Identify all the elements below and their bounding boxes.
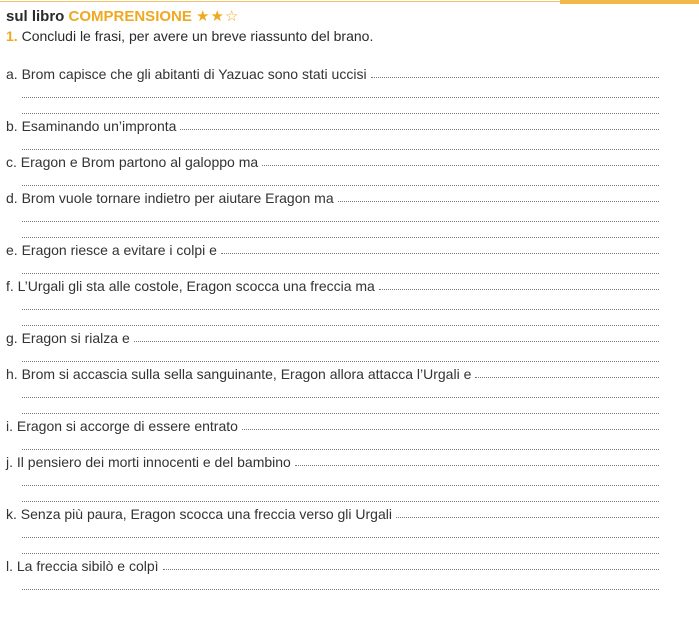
exercise-instruction (6, 28, 373, 44)
question-text: c. Eragon e Brom partono al galoppo ma (6, 154, 259, 170)
answer-line[interactable] (22, 134, 659, 150)
answer-line[interactable] (22, 522, 659, 538)
question-line (0, 554, 699, 574)
exercise-item (0, 326, 699, 362)
question-line (0, 450, 699, 470)
exercise-item (0, 362, 699, 414)
answer-line[interactable] (22, 538, 659, 554)
exercise-item (0, 450, 699, 502)
top-rule-tab (560, 0, 699, 4)
exercise-items (0, 62, 699, 590)
question-text: b. Esaminando un’impronta (6, 118, 177, 134)
answer-blank[interactable] (180, 128, 659, 130)
question-text: j. Il pensiero dei morti innocenti e del bambino (6, 454, 291, 470)
question-line (0, 186, 699, 206)
answer-blank[interactable] (475, 376, 659, 378)
question-text: g. Eragon si rialza e (6, 330, 130, 346)
answer-blank[interactable] (163, 568, 659, 570)
exercise-item (0, 150, 699, 186)
answer-line[interactable] (22, 346, 659, 362)
answer-blank[interactable] (396, 516, 659, 518)
instruction-text: Concludi le frasi, per avere un breve riassunto del brano. (21, 28, 374, 44)
question-text: d. Brom vuole tornare indietro per aiutare Eragon ma (6, 190, 334, 206)
answer-line[interactable] (22, 98, 659, 114)
exercise-item (0, 274, 699, 326)
section-name: COMPRENSIONE (68, 8, 192, 25)
question-text: l. La freccia sibilò e colpì (6, 558, 159, 574)
answer-line[interactable] (22, 222, 659, 238)
answer-blank[interactable] (242, 428, 659, 430)
answer-line[interactable] (22, 170, 659, 186)
answer-line[interactable] (22, 398, 659, 414)
exercise-item (0, 554, 699, 590)
question-line (0, 150, 699, 170)
exercise-item (0, 502, 699, 554)
answer-blank[interactable] (134, 340, 659, 342)
exercise-item (0, 238, 699, 274)
answer-line[interactable] (22, 258, 659, 274)
answer-blank[interactable] (371, 76, 659, 78)
question-text: h. Brom si accascia sulla sella sanguinante, Eragon allora attacca l’Urgali e (6, 366, 472, 382)
question-line (0, 326, 699, 346)
answer-line[interactable] (22, 574, 659, 590)
answer-line[interactable] (22, 310, 659, 326)
question-text: f. L’Urgali gli sta alle costole, Eragon scocca una freccia ma (6, 278, 375, 294)
exercise-item (0, 186, 699, 238)
exercise-number: 1. (6, 28, 18, 44)
answer-blank[interactable] (338, 200, 659, 202)
question-text: i. Eragon si accorge di essere entrato (6, 418, 238, 434)
answer-line[interactable] (22, 82, 659, 98)
exercise-item (0, 62, 699, 114)
title-prefix: sul libro (6, 8, 65, 25)
question-line (0, 414, 699, 434)
exercise-item (0, 114, 699, 150)
question-line (0, 114, 699, 134)
answer-line[interactable] (22, 294, 659, 310)
answer-line[interactable] (22, 470, 659, 486)
question-text: a. Brom capisce che gli abitanti di Yazuac sono stati uccisi (6, 66, 367, 82)
answer-line[interactable] (22, 486, 659, 502)
answer-blank[interactable] (221, 252, 659, 254)
exercise-item (0, 414, 699, 450)
answer-line[interactable] (22, 382, 659, 398)
question-line (0, 274, 699, 294)
question-text: k. Senza più paura, Eragon scocca una freccia verso gli Urgali (6, 506, 392, 522)
answer-line[interactable] (22, 206, 659, 222)
answer-blank[interactable] (262, 164, 659, 166)
question-line (0, 362, 699, 382)
answer-line[interactable] (22, 434, 659, 450)
top-rule-thin (0, 1, 560, 2)
question-line (0, 238, 699, 258)
section-title (6, 7, 239, 25)
top-rule (0, 0, 699, 4)
difficulty-stars: ★★☆ (196, 8, 240, 25)
answer-blank[interactable] (379, 288, 659, 290)
question-line (0, 502, 699, 522)
question-text: e. Eragon riesce a evitare i colpi e (6, 242, 217, 258)
answer-blank[interactable] (295, 464, 659, 466)
question-line (0, 62, 699, 82)
